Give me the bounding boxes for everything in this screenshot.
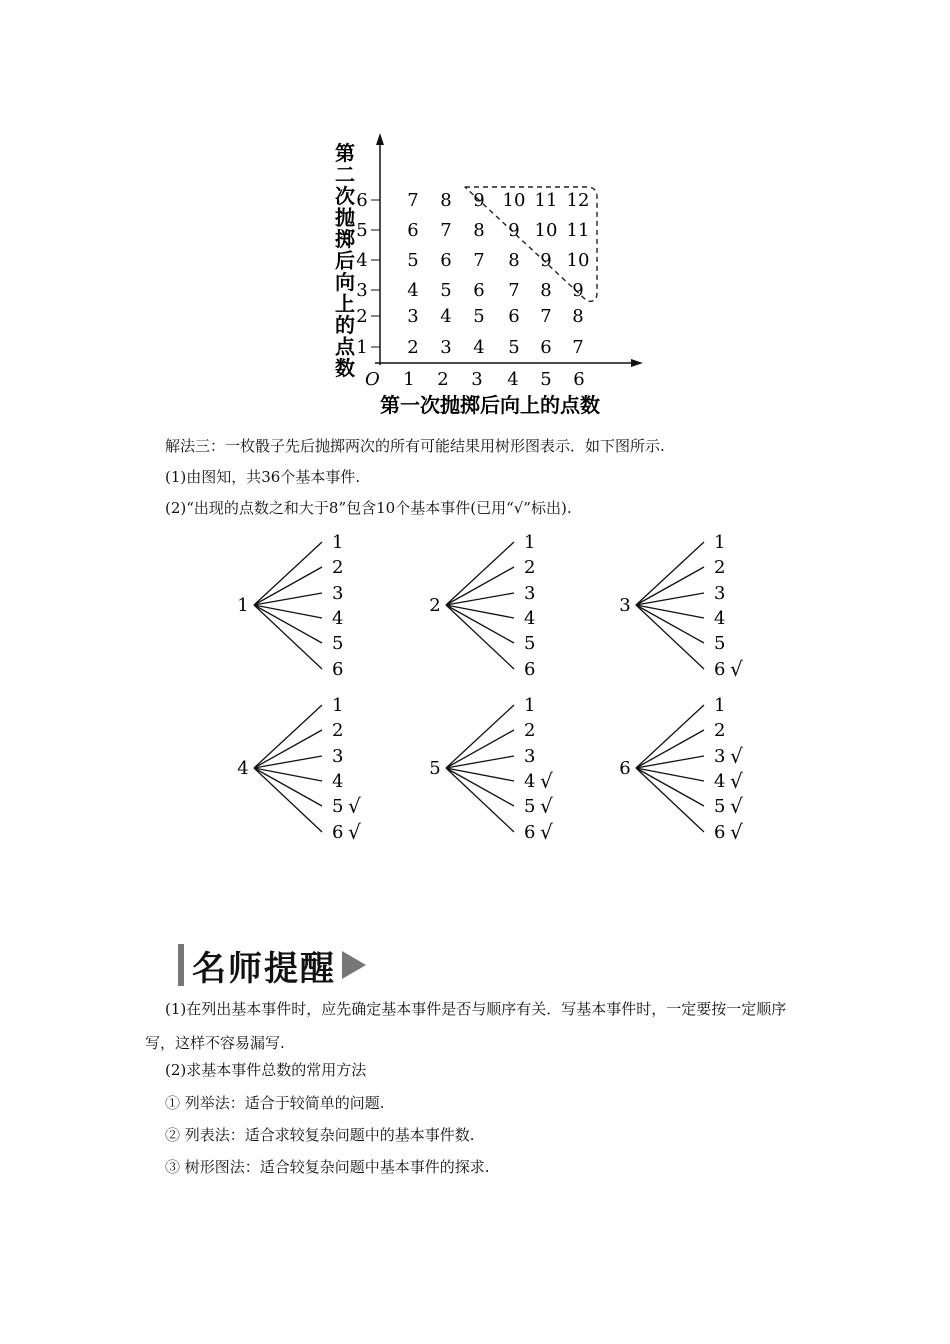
tree-leaf-label: 2 [714,720,726,741]
tree-2 [429,532,535,680]
grid-cell: 3 [440,337,452,358]
grid-cell: 4 [407,280,419,301]
tree-root-label: 6 [619,758,631,779]
x-tick-label: 4 [507,369,519,390]
method3-text: 解法三：一枚骰子先后抛掷两次的所有可能结果用树形图表示．如下图所示. [165,437,665,455]
x-tick-label: 1 [403,369,415,390]
tree-branch [636,705,704,768]
tree-branch [446,605,514,618]
y-axis-label-char: 点 [335,334,355,359]
tree-root-label: 5 [429,758,441,779]
tree-root-label: 3 [619,595,631,616]
y-axis-label-char: 次 [335,184,355,208]
tree-leaf-label: 6 [332,659,344,680]
grid-cell: 7 [407,190,419,211]
y-tick-label: 2 [356,306,368,327]
tree-leaf-label: 6 [524,659,536,680]
tree-leaf-label: 3 [714,583,726,604]
tree-leaf-label: 5 [332,796,344,817]
x-tick-label: 6 [573,369,585,390]
grid-cell: 7 [508,280,520,301]
tree-leaf-label: 2 [332,720,344,741]
tree-diagrams [220,530,780,850]
tree-root-label: 1 [237,595,249,616]
grid-cell: 8 [508,250,520,271]
tree-leaf-label: 3 [332,583,344,604]
grid-cell: 10 [534,220,558,241]
y-tick-label: 6 [356,190,368,211]
grid-cell: 4 [440,306,452,327]
y-tick-label: 3 [356,280,368,301]
tip-list-1: ① 列举法：适合于较简单的问题. [165,1094,385,1112]
grid-cell: 3 [407,306,419,327]
y-axis-label-char: 数 [335,356,355,380]
grid-cell: 11 [566,220,590,241]
y-axis-label-char: 向 [335,270,355,294]
tree-leaf-label: 6 [714,659,726,680]
tree-root-label: 2 [429,595,441,616]
tree-5 [429,695,553,844]
grid-cell: 2 [407,337,419,358]
check-mark-icon: √ [540,820,553,844]
y-axis-label-char: 第 [335,141,355,165]
grid-cell: 12 [566,190,590,211]
x-axis-label: 第一次抛掷后向上的点数 [380,393,600,417]
x-tick-label: 5 [540,369,552,390]
dice-sum-grid [325,125,655,425]
x-tick-label: 2 [437,369,449,390]
tree-leaf-label: 1 [332,532,344,553]
grid-cell: 8 [572,306,584,327]
tree-leaf-label: 5 [524,633,536,654]
grid-cell: 5 [473,306,485,327]
tree-leaf-label: 3 [524,583,536,604]
check-mark-icon: √ [730,769,743,793]
tree-3 [619,532,743,681]
grid-cell: 9 [540,250,552,271]
x-tick-label: 3 [471,369,483,390]
tree-leaf-label: 6 [524,822,536,843]
tree-leaf-label: 1 [714,532,726,553]
check-mark-icon: √ [730,820,743,844]
grid-cell: 10 [566,250,590,271]
y-tick-label: 5 [356,220,368,241]
tree-leaf-label: 4 [714,608,726,629]
tree-leaf-label: 5 [714,633,726,654]
tip-paragraph-2: (2)求基本事件总数的常用方法 [165,1061,367,1079]
tree-leaf-label: 3 [524,746,536,767]
grid-cell: 6 [540,337,552,358]
grid-cell: 5 [508,337,520,358]
tree-leaf-label: 5 [524,796,536,817]
result2-text: (2)“出现的点数之和大于8”包含10个基本事件(已用“√”标出). [165,499,572,517]
grid-cell: 9 [572,280,584,301]
tree-branch [254,705,322,768]
grid-cell: 9 [473,190,485,211]
check-mark-icon: √ [730,744,743,768]
tree-leaf-label: 1 [332,695,344,716]
tree-leaf-label: 1 [714,695,726,716]
y-tick-label: 4 [356,250,368,271]
check-mark-icon: √ [348,794,361,818]
tree-leaf-label: 4 [332,771,344,792]
grid-cell: 11 [534,190,558,211]
tree-leaf-label: 5 [714,796,726,817]
tree-branch [254,605,322,618]
tree-branch [446,768,514,781]
tree-4 [237,695,361,844]
tree-branch [446,542,514,605]
grid-cell: 7 [440,220,452,241]
tree-leaf-label: 6 [714,822,726,843]
tree-leaf-label: 2 [332,557,344,578]
y-axis-label-char: 上 [335,291,355,316]
tree-leaf-label: 1 [524,532,536,553]
origin-label: O [365,369,380,390]
check-mark-icon: √ [730,794,743,818]
y-axis-label-char: 的 [335,313,355,337]
tip-header-bar [178,944,184,986]
tree-branch [446,705,514,768]
grid-cell: 8 [440,190,452,211]
play-triangle-icon [342,951,366,979]
y-axis-label-char: 掷 [335,227,355,251]
tree-leaf-label: 4 [524,771,536,792]
y-tick-label: 1 [356,337,368,358]
tree-leaf-label: 4 [714,771,726,792]
grid-cell: 8 [540,280,552,301]
tree-branch [636,605,704,618]
grid-cell: 8 [473,220,485,241]
grid-cell: 7 [540,306,552,327]
tree-leaf-label: 3 [332,746,344,767]
tip-title: 名师提醒 [192,948,336,989]
y-axis-label [335,141,356,380]
tree-leaf-label: 2 [524,720,536,741]
grid-cell: 5 [440,280,452,301]
grid-cell: 10 [502,190,526,211]
grid-cell: 4 [473,337,485,358]
tip-list-3: ③ 树形图法：适合较复杂问题中基本事件的探求. [165,1158,490,1176]
tree-leaf-label: 1 [524,695,536,716]
tip-list-2: ② 列表法：适合求较复杂问题中的基本事件数. [165,1126,475,1144]
y-axis-label-char: 抛 [335,205,355,230]
y-axis-arrow [376,133,384,145]
tree-root-label: 4 [237,758,249,779]
check-mark-icon: √ [348,820,361,844]
tree-leaf-label: 3 [714,746,726,767]
grid-cell: 7 [473,250,485,271]
grid-cell: 6 [508,306,520,327]
tree-6 [619,695,743,844]
check-mark-icon: √ [730,657,743,681]
check-mark-icon: √ [540,769,553,793]
result1-text: (1)由图知，共36个基本事件. [165,468,361,486]
tree-1 [237,532,343,680]
grid-cell: 6 [407,220,419,241]
grid-cell: 9 [508,220,520,241]
tip-header [178,940,366,990]
tree-leaf-label: 2 [714,557,726,578]
tree-branch [636,542,704,605]
x-axis-arrow [631,359,643,367]
y-axis-label-char: 后 [335,248,355,273]
check-mark-icon: √ [540,794,553,818]
grid-cell: 5 [407,250,419,271]
y-axis-label-char: 二 [335,162,355,187]
tree-branch [636,768,704,781]
tree-leaf-label: 6 [332,822,344,843]
grid-cell: 6 [440,250,452,271]
tree-leaf-label: 4 [524,608,536,629]
tree-branch [254,542,322,605]
tree-branch [254,768,322,781]
tree-leaf-label: 4 [332,608,344,629]
grid-cell: 6 [473,280,485,301]
tree-leaf-label: 2 [524,557,536,578]
tip-paragraph-1: (1)在列出基本事件时，应先确定基本事件是否与顺序有关．写基本事件时，一定要按一定顺序写，这样不容易漏写. [145,1000,787,1052]
grid-cell: 7 [572,337,584,358]
tree-leaf-label: 5 [332,633,344,654]
